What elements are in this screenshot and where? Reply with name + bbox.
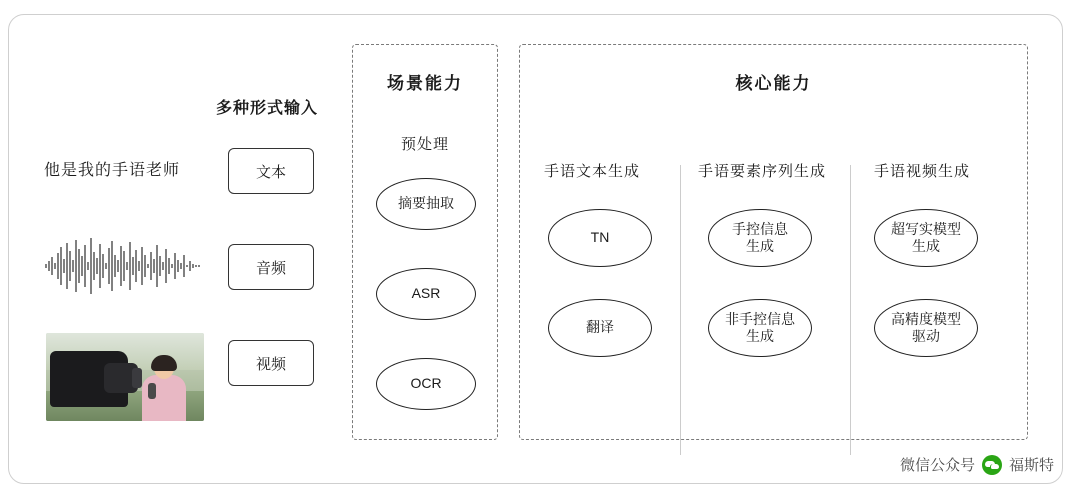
node-ocr[interactable] xyxy=(376,358,476,410)
watermark xyxy=(900,454,1054,475)
wechat-icon xyxy=(982,455,1002,475)
core-panel-title: 核心能力 xyxy=(735,74,812,93)
node-label-line1: 手控信息 xyxy=(732,220,788,237)
column-divider xyxy=(850,165,851,455)
modality-box-audio[interactable] xyxy=(228,244,314,290)
node-high-precision-model-driving[interactable] xyxy=(874,299,978,357)
core-group-title-element-sequence: 手语要素序列生成 xyxy=(698,163,827,180)
node-label-line2: 生成 xyxy=(746,328,774,344)
modality-box-text[interactable] xyxy=(228,148,314,194)
node-label-line1: 高精度模型 xyxy=(891,310,961,327)
node-label: ASR xyxy=(411,285,441,302)
watermark-name: 福斯特 xyxy=(1008,457,1054,474)
watermark-label: 微信公众号 xyxy=(899,457,975,474)
node-manual-info-generation[interactable] xyxy=(708,209,812,267)
node-asr[interactable] xyxy=(376,268,476,320)
node-label-line1: 非手控信息 xyxy=(725,310,795,327)
audio-waveform-icon xyxy=(44,235,204,297)
column-divider xyxy=(680,165,681,455)
sample-input-text: 他是我的手语老师 xyxy=(44,162,181,179)
node-label: TN xyxy=(590,229,610,246)
input-section-title: 多种形式输入 xyxy=(216,100,319,117)
scene-panel-title: 场景能力 xyxy=(387,74,463,93)
node-label: 翻译 xyxy=(586,319,614,336)
node-label-line2: 生成 xyxy=(746,238,774,254)
modality-label: 视频 xyxy=(255,355,286,373)
core-group-title-text-generation: 手语文本生成 xyxy=(544,163,641,180)
input-section xyxy=(30,95,330,435)
core-capability-panel xyxy=(519,44,1028,440)
modality-box-video[interactable] xyxy=(228,340,314,386)
node-non-manual-info-generation[interactable] xyxy=(708,299,812,357)
node-summary-extraction[interactable] xyxy=(376,178,476,230)
node-label: OCR xyxy=(410,375,442,392)
modality-label: 文本 xyxy=(255,163,286,181)
core-group-title-video-generation: 手语视频生成 xyxy=(874,163,971,180)
node-label-line1: 超写实模型 xyxy=(891,220,961,237)
node-photoreal-model-generation[interactable] xyxy=(874,209,978,267)
modality-label: 音频 xyxy=(255,259,286,277)
node-tn[interactable] xyxy=(548,209,652,267)
node-label-line2: 生成 xyxy=(912,238,940,254)
scene-capability-panel xyxy=(352,44,498,440)
node-label: 摘要抽取 xyxy=(398,195,454,212)
node-translation[interactable] xyxy=(548,299,652,357)
scene-subtitle: 预处理 xyxy=(400,136,449,153)
video-thumbnail xyxy=(46,333,204,421)
node-label-line2: 驱动 xyxy=(912,328,940,344)
